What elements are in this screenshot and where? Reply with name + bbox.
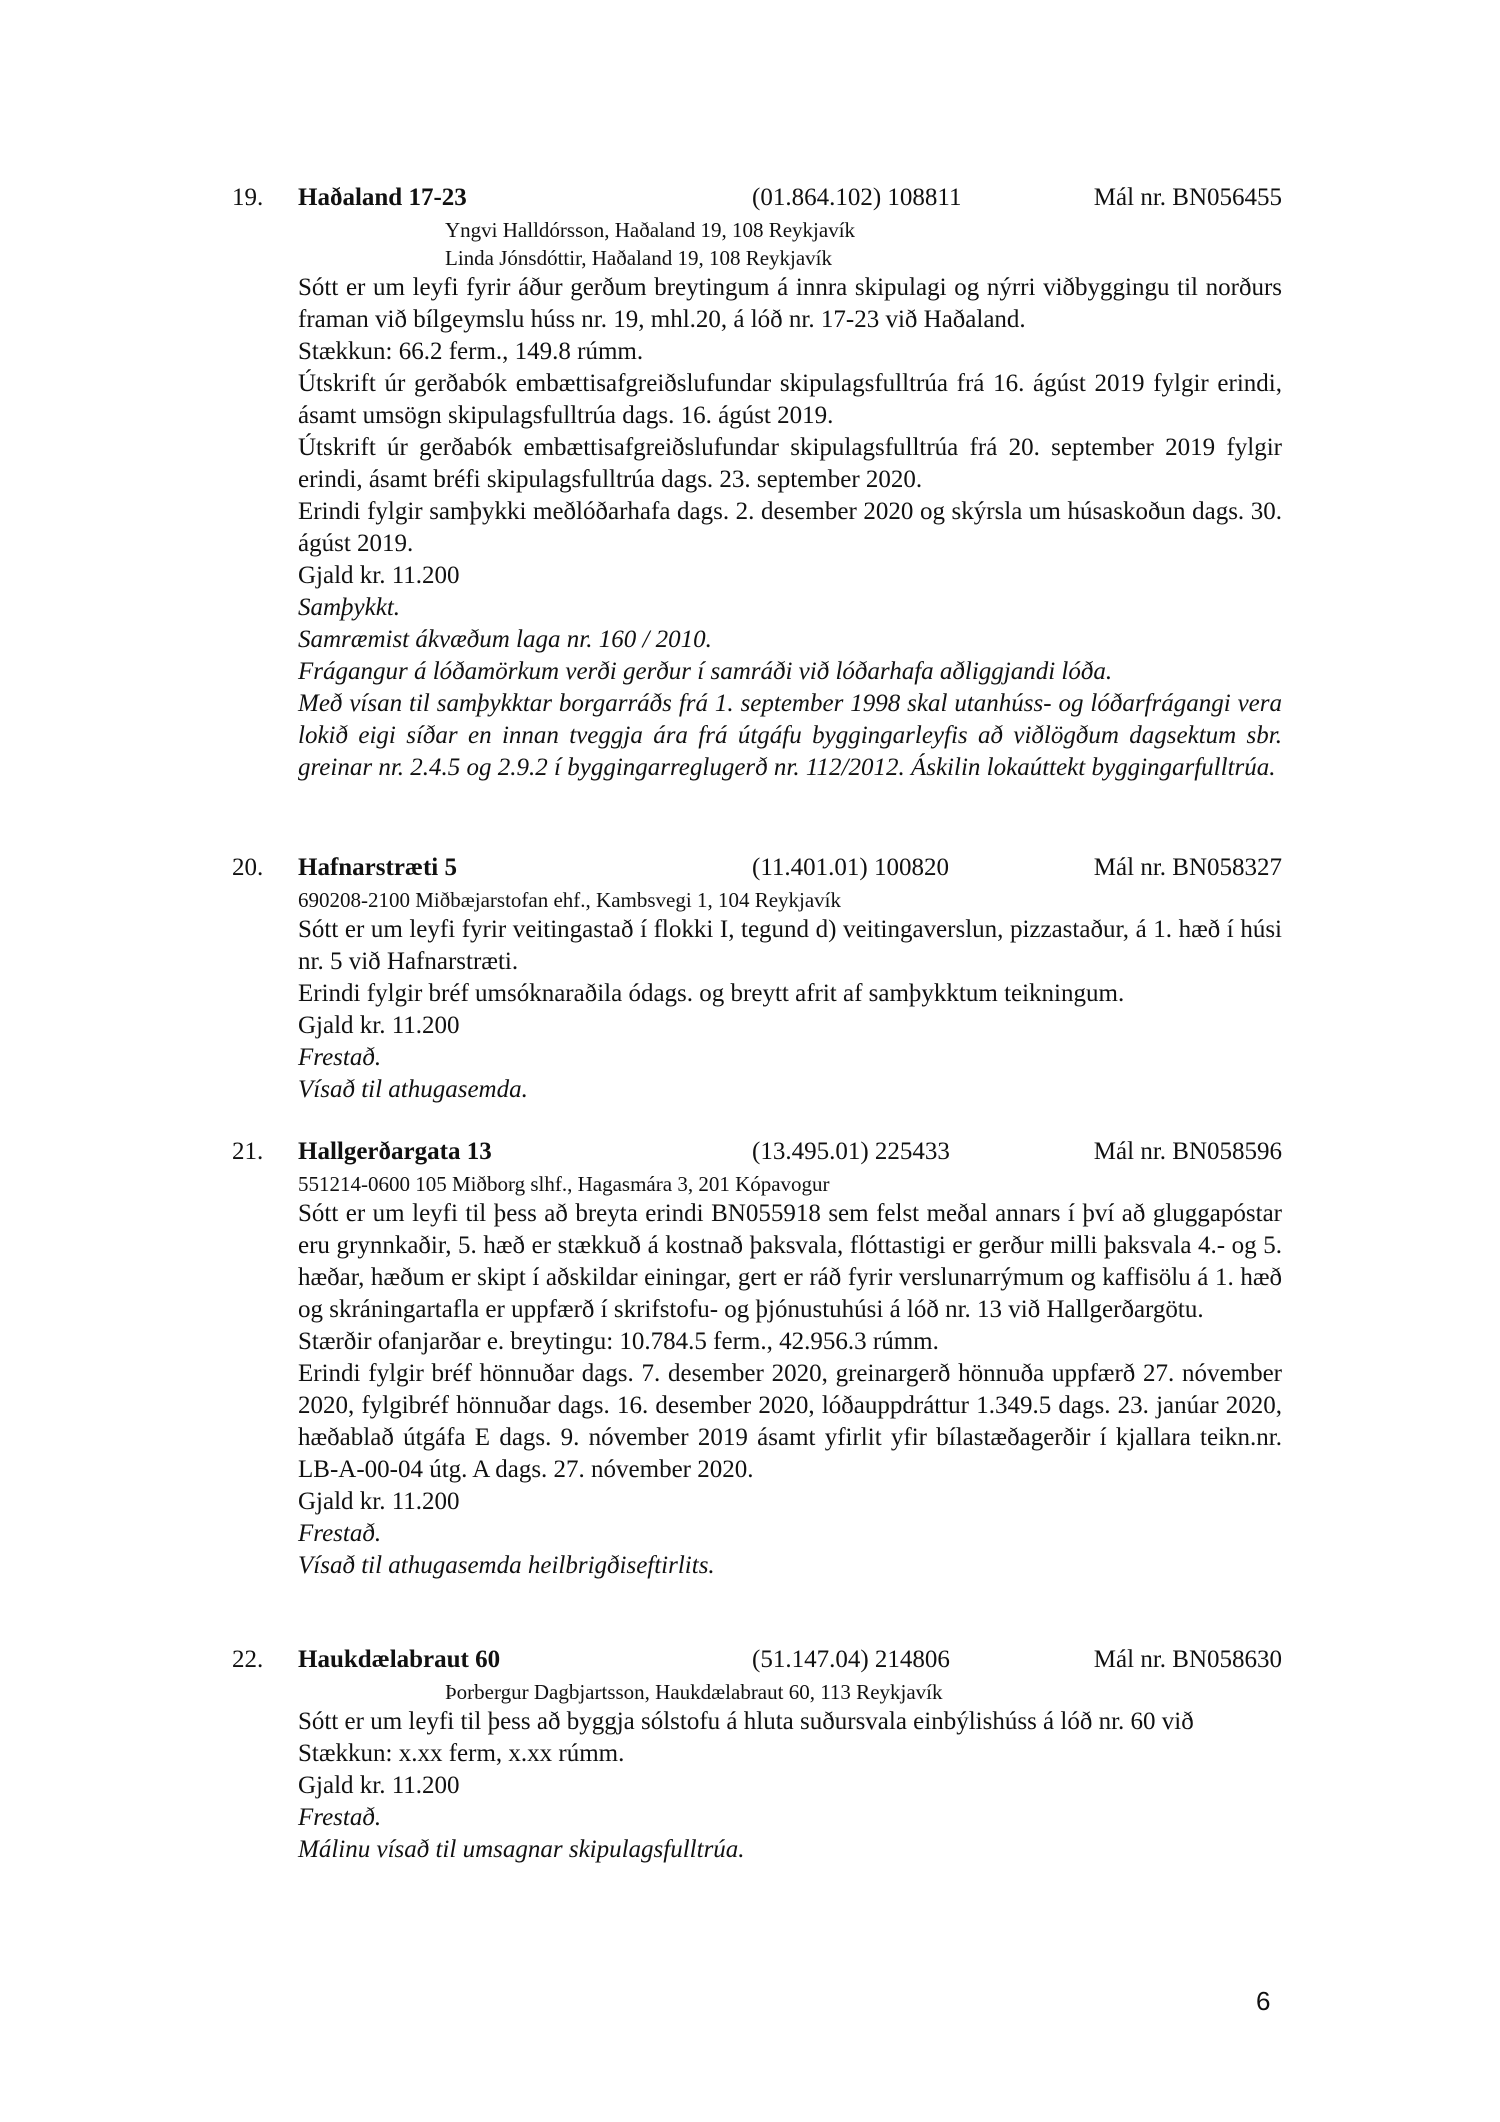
case-body xyxy=(232,1706,1282,1866)
case-item xyxy=(232,1134,1282,1582)
case-paragraph: Erindi fylgir bréf umsóknaraðila ódags. og breytt afrit af samþykktum teikningum. xyxy=(298,980,1125,1007)
case-file-number: Mál nr. BN056455 xyxy=(1093,184,1282,211)
page-number: 6 xyxy=(1256,1986,1271,2016)
case-paragraph: Sótt er um leyfi til þess að byggja sólstofu á hluta suðursvala einbýlishúss á lóð nr. 60 við xyxy=(298,1708,1194,1735)
case-decision: Frestað. xyxy=(298,1044,382,1071)
case-applicant: 551214-0600 105 Miðborg slhf., Hagasmára 3, 201 Kópavogur xyxy=(298,1172,830,1196)
case-header xyxy=(232,850,1282,886)
case-file-number: Mál nr. BN058630 xyxy=(1093,1646,1282,1673)
case-decision: Með vísan til samþykktar borgarráðs frá 1. september 1998 skal utanhúss- og lóðarfrágangi vera lokið eigi síðar en innan tveggja ára frá útgáfu byggingarleyfis að viðlögðum dagsektum sbr. greinar nr. 2.4.5 og 2.9.2 í byggingarreglugerð nr. 112/2012. Áskilin lokaúttekt byggingarfulltrúa. xyxy=(298,690,1282,781)
case-address: Hallgerðargata 13 xyxy=(298,1138,492,1165)
case-body xyxy=(232,1198,1282,1582)
case-paragraph: Erindi fylgir bréf hönnuðar dags. 7. desember 2020, greinargerð hönnuða uppfærð 27. nóvember 2020, fylgibréf hönnuðar dags. 16. desember 2020, lóðauppdráttur 1.349.5 dags. 23. janúar 2020, hæðablað útgáfa E dags. 9. nóvember 2019 ásamt yfirlit yfir bílastæðagerðir í kjallara teikn.nr. LB-A-00-04 útg. A dags. 27. nóvember 2020. xyxy=(298,1360,1282,1483)
case-paragraph: Sótt er um leyfi fyrir áður gerðum breytingum á innra skipulagi og nýrri viðbyggingu til norðurs framan við bílgeymslu húss nr. 19, mhl.20, á lóð nr. 17-23 við Haðaland. xyxy=(298,274,1282,333)
case-file-number: Mál nr. BN058596 xyxy=(1093,1138,1282,1165)
case-paragraph: Útskrift úr gerðabók embættisafgreiðslufundar skipulagsfulltrúa frá 16. ágúst 2019 fylgir erindi, ásamt umsögn skipulagsfulltrúa dags. 16. ágúst 2019. xyxy=(298,370,1282,429)
case-paragraph: Útskrift úr gerðabók embættisafgreiðslufundar skipulagsfulltrúa frá 20. september 2019 fylgir erindi, ásamt bréfi skipulagsfulltrúa dags. 23. september 2020. xyxy=(298,434,1282,493)
case-fee: Gjald kr. 11.200 xyxy=(298,1772,460,1799)
case-number: 19. xyxy=(232,184,264,211)
case-item xyxy=(232,180,1282,784)
case-item xyxy=(232,1642,1282,1866)
case-paragraph: Stækkun: x.xx ferm, x.xx rúmm. xyxy=(298,1740,625,1767)
case-decision: Frágangur á lóðamörkum verði gerður í samráði við lóðarhafa aðliggjandi lóða. xyxy=(298,658,1113,685)
case-lot-id: (01.864.102) 108811 xyxy=(752,184,962,211)
case-header xyxy=(232,1642,1282,1678)
case-fee: Gjald kr. 11.200 xyxy=(298,1488,460,1515)
case-address: Haðaland 17-23 xyxy=(298,184,467,211)
case-applicant: Yngvi Halldórsson, Haðaland 19, 108 Reykjavík xyxy=(445,218,856,242)
case-lot-id: (51.147.04) 214806 xyxy=(752,1646,950,1673)
case-number: 21. xyxy=(232,1138,264,1165)
case-address: Hafnarstræti 5 xyxy=(298,854,457,881)
case-paragraph: Sótt er um leyfi fyrir veitingastað í flokki I, tegund d) veitingaverslun, pizzastaður, á 1. hæð í húsi nr. 5 við Hafnarstræti. xyxy=(298,916,1282,975)
case-applicant: 690208-2100 Miðbæjarstofan ehf., Kambsvegi 1, 104 Reykjavík xyxy=(298,888,842,912)
case-body xyxy=(232,272,1282,784)
case-decision: Samþykkt. xyxy=(298,594,401,621)
case-fee: Gjald kr. 11.200 xyxy=(298,1012,460,1039)
case-header xyxy=(232,180,1282,216)
case-lot-id: (11.401.01) 100820 xyxy=(752,854,949,881)
case-address: Haukdælabraut 60 xyxy=(298,1646,501,1673)
case-decision: Frestað. xyxy=(298,1804,382,1831)
case-fee: Gjald kr. 11.200 xyxy=(298,562,460,589)
case-decision: Vísað til athugasemda. xyxy=(298,1076,528,1103)
case-paragraph: Erindi fylgir samþykki meðlóðarhafa dags. 2. desember 2020 og skýrsla um húsaskoðun dags. 30. ágúst 2019. xyxy=(298,498,1282,557)
case-decision: Frestað. xyxy=(298,1520,382,1547)
case-number: 20. xyxy=(232,854,264,881)
case-paragraph: Stækkun: 66.2 ferm., 149.8 rúmm. xyxy=(298,338,644,365)
case-header xyxy=(232,1134,1282,1170)
case-applicant: Linda Jónsdóttir, Haðaland 19, 108 Reykjavík xyxy=(445,246,833,270)
case-decision: Vísað til athugasemda heilbrigðiseftirlits. xyxy=(298,1552,715,1579)
case-paragraph: Sótt er um leyfi til þess að breyta erindi BN055918 sem felst meðal annars í því að gluggapóstar eru grynnkaðir, 5. hæð er stækkuð á kostnað þaksvala, flóttastigi er gerður milli þaksvala 4.- og 5. hæðar, hæðum er skipt í aðskildar einingar, gert er ráð fyrir verslunarrýmum og kaffisölu á 1. hæð og skráningartafla er uppfærð í skrifstofu- og þjónustuhúsi á lóð nr. 13 við Hallgerðargötu. xyxy=(298,1200,1282,1323)
case-lot-id: (13.495.01) 225433 xyxy=(752,1138,950,1165)
case-body xyxy=(232,914,1282,1106)
case-paragraph: Stærðir ofanjarðar e. breytingu: 10.784.5 ferm., 42.956.3 rúmm. xyxy=(298,1328,939,1355)
case-item xyxy=(232,850,1282,1106)
case-applicant: Þorbergur Dagbjartsson, Haukdælabraut 60, 113 Reykjavík xyxy=(445,1680,943,1704)
case-decision: Samræmist ákvæðum laga nr. 160 / 2010. xyxy=(298,626,712,653)
case-file-number: Mál nr. BN058327 xyxy=(1093,854,1282,881)
case-decision: Málinu vísað til umsagnar skipulagsfulltrúa. xyxy=(298,1836,745,1863)
case-number: 22. xyxy=(232,1646,264,1673)
